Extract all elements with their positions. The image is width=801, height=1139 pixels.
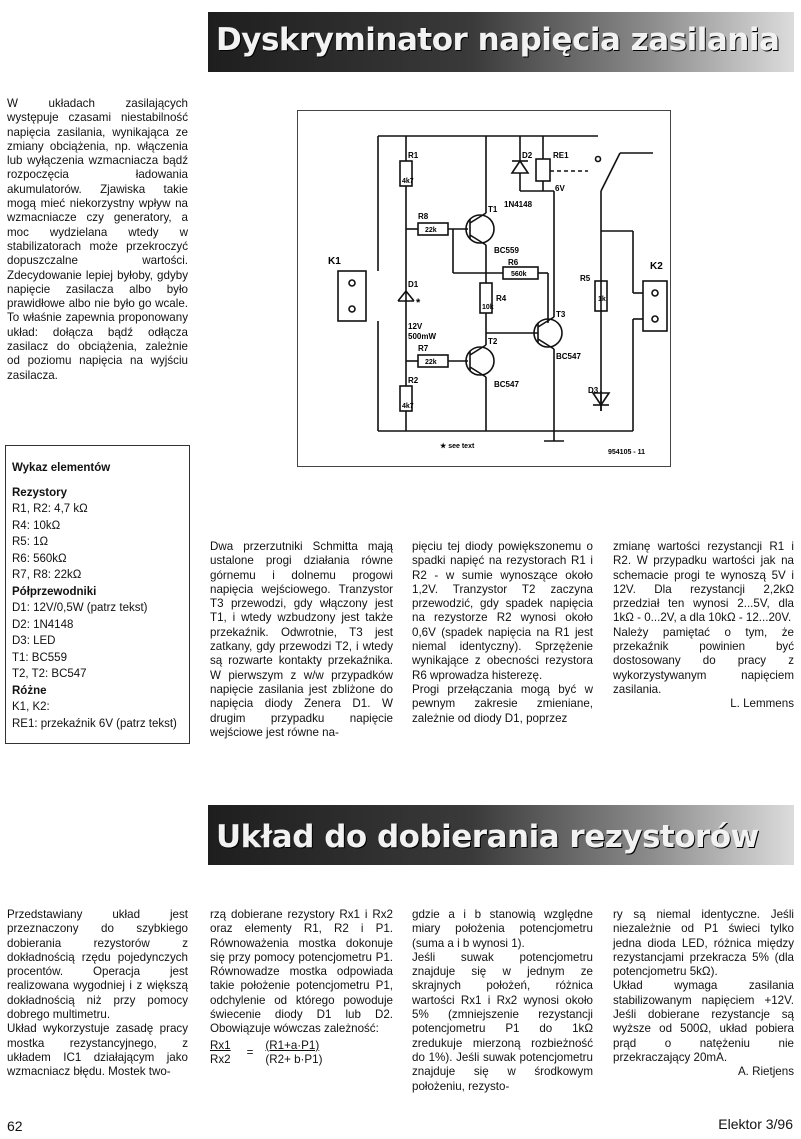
parts-list [12,460,177,732]
article-1-col1-text: Dwa przerzutniki Schmitta mają ustalone progi działania równe górnemu i dolnemu progowi napięcia wejściowego. Tranzystor T3 przewodzi, gdy włączony jest T1, i wtedy wzbudzony jest także przekaźnik. Odwrotnie, T3 jest zatkany, gdy przewodzi T2, i wtedy są rozwarte kontakty przekaźnika. W pierwszym z w/w przypadków napięcie zasilania jest zbliżone do napięcia diody Zenera D1. W drugim przypadku napięcie wejściowe jest równe na- [210,540,393,739]
label-r7: R7 [418,344,429,353]
label-r1: R1 [408,151,419,160]
label-r8: R8 [418,212,429,221]
label-r4: R4 [496,294,507,303]
label-d3: D3 [588,386,599,395]
parts-item: R5: 1Ω [12,536,49,548]
article-2-col1-text: rzą dobierane rezystory Rx1 i Rx2 oraz elementy R1, R2 i P1. Równoważenia mostka dokonuje się przy pomocy potencjometru P1. Równowadze mostka odpowiada takie położenie potencjometru P1, odchylenie od którego powoduje świecenie diody D1 lub D2. Obowiązuje wówczas zależność: [210,908,393,1036]
label-d1-voltage: 12V [408,322,423,331]
label-t3: T3 [556,310,566,319]
formula-lhs-denominator: Rx2 [210,1052,231,1066]
parts-group-heading: Różne [12,684,47,697]
article-2-col2-text-a: gdzie a i b stanowią względne miary położenia potencjometru (suma a i b wynosi 1). [412,908,593,950]
parts-item: T2, T2: BC547 [12,668,87,680]
parts-item: K1, K2: [12,701,50,713]
parts-item: R1, R2: 4,7 kΩ [12,503,88,515]
article-1-title: Dyskryminator napięcia zasilania [216,22,780,58]
bridge-formula [210,1039,393,1068]
article-2-title: Układ do dobierania rezystorów [216,819,759,855]
label-r5-value: 1k [598,296,606,303]
label-t3-type: BC547 [556,352,581,361]
parts-item: D3: LED [12,635,56,647]
formula-lhs-numerator: Rx1 [210,1038,231,1052]
label-r6: R6 [508,258,519,267]
formula-equals: = [246,1045,254,1059]
label-r1-value: 4k7 [402,178,414,185]
label-re1: RE1 [553,151,569,160]
parts-item: R4: 10kΩ [12,519,61,532]
article-1-col2-text-b: Progi przełączania mogą być w pewnym zakresie zmieniane, zależnie od diody D1, poprzez [412,682,593,725]
label-k1: K1 [328,256,341,267]
article-2-column-0 [7,908,188,1080]
article-2-column-1 [210,908,393,1067]
article-2-author: A. Rietjens [737,1065,794,1079]
label-t2-type: BC547 [494,380,519,389]
parts-group-misc [12,683,177,733]
label-t2: T2 [488,337,498,346]
article-2-column-2 [412,908,593,1094]
parts-item: RE1: przekaźnik 6V (patrz tekst) [12,717,177,730]
label-r6-value: 560k [511,271,527,278]
page-number: 62 [7,1118,23,1134]
label-r4-value: 10k [482,304,494,311]
parts-item: R6: 560kΩ [12,552,67,565]
article-2-col2-text-b: Jeśli suwak potencjometru znajduje się w jednym ze skrajnych położeń, różnica wartości Rx1 i Rx2 wynosi około 5% (zmniejszenie rezystancji potencjometru P1 do 1kΩ zredukuje mierzoną rozbieżność do 1%). Jeśli suwak potencjometru znajduje się w środkowym położeniu, rezysto- [412,950,593,1093]
article-1-col3-text-a: zmianę wartości rezystancji R1 i R2. W przypadku wartości jak na schemacie progi te wynoszą 5V i 12V. Dla rezystancji 2,2kΩ przedział ten wynosi 2...5V, dla 1kΩ - 0...2V, a dla 10kΩ - 12...20V. [613,540,794,625]
parts-item: R7, R8: 22kΩ [12,569,82,581]
parts-group-resistors [12,485,177,584]
label-d1-power: 500mW [408,332,437,341]
label-r2-value: 4k7 [402,403,414,410]
label-r5: R5 [580,274,591,283]
label-d2-type: 1N4148 [504,200,533,209]
article-1-title-banner [208,12,794,72]
label-figure-code: 954105 - 11 [608,449,645,456]
article-1-column-3 [613,540,794,712]
label-re1-voltage: 6V [555,184,565,193]
label-d2: D2 [522,151,533,160]
article-1-intro [7,97,188,383]
formula-rhs-denominator: (R2+ b·P1) [265,1052,323,1066]
label-r2: R2 [408,376,419,385]
parts-list-box [5,445,190,744]
parts-item: D1: 12V/0,5W (patrz tekst) [12,602,148,614]
magazine-issue: Elektor 3/96 [718,1116,793,1132]
article-1-intro-text: W układach zasilających występuje czasami niestabilność napięcia zasilania, wynikająca ze zmiany obciążenia, np. włączenia lub wyłączenia wzmacniacza bądź rozpoczęcia ładowania akumulatorów. Zjawiska takie mogą mieć niekorzystny wpływ na wzmacniacze czy generatory, a moc wydzielana wtedy w stabilizatorach może przekroczyć dopuszczalne wartości. Zdecydowanie lepiej byłoby, gdyby napięcie zasilacza albo było prawidłowe albo nie było go wcale. To właśnie zapewnia proponowany układ: dołącza bądź odłącza zasilacz do obciążenia, zależnie od poziomu napięcia na wyjściu zasilacza. [7,97,188,382]
parts-group-heading: Rezystory [12,486,67,499]
article-2-col3-text-a: ry są niemal identyczne. Jeśli niezależnie od P1 świeci tylko jedna dioda LED, różnica między rezystancjami przekracza 5% (dla potencjometru 5kΩ). [613,908,794,979]
label-k2: K2 [650,261,663,272]
label-d1-star: * [416,297,421,309]
article-2-column-3 [613,908,794,1080]
article-2-col3-text-b: Układ wymaga zasilania stabilizowanym napięciem +12V. Jeśli dobierane rezystancje są wyższe od 500Ω, układ pobiera prąd o natężeniu nie przekraczający 20mA. [613,979,794,1064]
article-1-author: L. Lemmens [730,697,794,711]
article-2-title-banner [208,805,794,865]
article-1-column-2 [412,540,593,726]
parts-group-semiconductors [12,584,177,683]
article-2-col0-text-b: Układ wykorzystuje zasadę pracy mostka rezystancyjnego, z układem IC1 działającym jako wzmacniacz błędu. Mostek two- [7,1022,188,1079]
article-1-col2-text-a: pięciu tej diody powiększonemu o spadki napięć na rezystorach R1 i R2 - w sumie wynoszące około 1,2V. Tranzystor T2 zaczyna przewodzić, gdy spadek napięcia na rezystorze R2 wynosi około 0,6V (spadek napięcia na R1 jest niemal identyczny). Sprzężenie wynikające z obecności rezystora R6 wprowadza histerezę. [412,540,593,682]
formula-rhs-numerator: (R1+a·P1) [265,1038,320,1052]
article-1-col3-text-b: Należy pamiętać o tym, że przekaźnik powinien być dostosowany do pracy z wykorzystywanym napięciem zasilania. [613,625,794,696]
label-r7-value: 22k [425,359,437,366]
article-1-column-1 [210,540,393,740]
schematic-drawing [298,111,670,466]
label-d1: D1 [408,280,419,289]
article-2-col0-text-a: Przedstawiany układ jest przeznaczony do szybkiego dobierania rezystorów z dokładnością rzędu pojedynczych procentów. Operacja jest realizowana wygodniej i z większą dokładnością niż przy pomocy dobrego multimetru. [7,908,188,1022]
label-see-text: ★ see text [440,443,475,450]
parts-list-title: Wykaz elementów [12,462,111,474]
label-r8-value: 22k [425,227,437,234]
label-t1: T1 [488,205,498,214]
parts-item: D2: 1N4148 [12,618,74,631]
parts-group-heading: Półprzewodniki [12,585,97,598]
parts-item: T1: BC559 [12,651,67,664]
label-t1-type: BC559 [494,246,519,255]
circuit-schematic [297,110,671,467]
